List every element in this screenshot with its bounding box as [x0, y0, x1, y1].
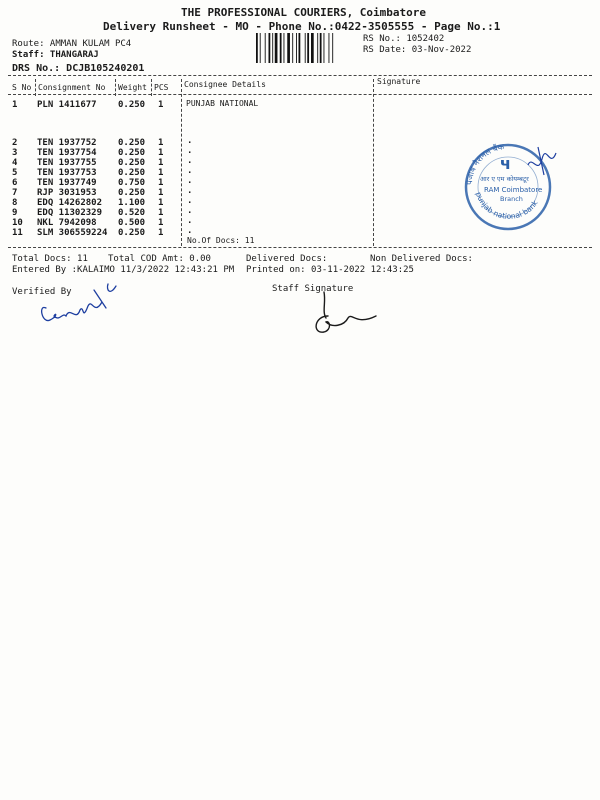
row-5-weight: 0.250	[118, 168, 146, 178]
row-3-consignee: .	[187, 146, 193, 156]
row-11-consignee: .	[187, 226, 193, 236]
barcode-bar	[287, 33, 290, 63]
row-11-consignment: SLM 306559224	[37, 228, 108, 238]
barcode-bar	[275, 33, 278, 63]
verified-by-signature	[32, 276, 122, 328]
barcode-bar	[307, 33, 309, 63]
row-9-consignment: EDQ 11302329	[37, 208, 103, 218]
row-11-weight: 0.250	[118, 228, 146, 238]
runsheet-subtitle: Delivery Runsheet - MO - Phone No.:0422-3505555 - Page No.:1	[103, 20, 501, 33]
row-5-sno: 5	[12, 168, 18, 178]
barcode-bar	[329, 33, 330, 63]
barcode-bar	[317, 33, 318, 63]
barcode-bar	[260, 33, 261, 63]
stamp-branch: RAM Coimbatore	[484, 186, 543, 194]
barcode-bar	[311, 33, 314, 63]
header-rule	[8, 94, 592, 95]
staff-label: Staff: THANGARAJ	[12, 50, 99, 60]
row-2-sno: 2	[12, 138, 18, 148]
col-header-consignment: Consignment No	[38, 83, 106, 92]
barcode-bar	[280, 33, 282, 63]
row-1-consignee: PUNJAB NATIONAL	[186, 99, 259, 108]
table-bottom-rule	[8, 247, 592, 248]
row-1-consignment: PLN 1411677	[37, 100, 97, 110]
row-11-pcs: 1	[158, 228, 164, 238]
row-1-sno: 1	[12, 100, 18, 110]
barcode-bar	[299, 33, 301, 63]
printed-on: Printed on: 03-11-2022 12:43:25	[246, 265, 414, 275]
barcode-bar	[272, 33, 273, 63]
row-9-consignee: .	[187, 206, 193, 216]
row-6-sno: 6	[12, 178, 18, 188]
row-9-sno: 9	[12, 208, 18, 218]
row-3-pcs: 1	[158, 148, 164, 158]
row-4-pcs: 1	[158, 158, 164, 168]
row-8-consignee: .	[187, 196, 193, 206]
not-delivered-docs: Non Delivered Docs:	[370, 254, 473, 264]
table-top-rule	[8, 75, 592, 76]
total-docs: Total Docs: 11	[12, 254, 88, 264]
barcode	[256, 33, 356, 63]
row-10-weight: 0.500	[118, 218, 146, 228]
row-5-pcs: 1	[158, 168, 164, 178]
col-header-weight: Weight	[118, 83, 147, 92]
barcode-bar	[296, 33, 297, 63]
verified-by-label: Verified By	[12, 287, 72, 297]
row-2-consignment: TEN 1937752	[37, 138, 97, 148]
row-1-pcs: 1	[158, 100, 164, 110]
row-10-consignment: NKL 7942098	[37, 218, 97, 228]
row-2-consignee: .	[187, 136, 193, 146]
stamp-logo: ч	[500, 154, 511, 173]
row-10-consignee: .	[187, 216, 193, 226]
row-4-sno: 4	[12, 158, 18, 168]
rs-date: RS Date: 03-Nov-2022	[363, 45, 472, 55]
row-1-weight: 0.250	[118, 100, 146, 110]
barcode-bar	[292, 33, 293, 63]
row-7-consignee: .	[187, 186, 193, 196]
delivered-docs: Delivered Docs:	[246, 254, 328, 264]
row-9-pcs: 1	[158, 208, 164, 218]
barcode-bar	[305, 33, 306, 63]
col-header-sno: S No	[12, 83, 32, 92]
drs-number: DRS No.: DCJB105240201	[12, 63, 145, 74]
row-7-sno: 7	[12, 188, 18, 198]
row-4-consignment: TEN 1937755	[37, 158, 97, 168]
col-header-consignee: Consignee Details	[184, 80, 266, 89]
barcode-bar	[256, 33, 258, 63]
col-header-signature: Signature	[377, 77, 421, 86]
row-2-weight: 0.250	[118, 138, 146, 148]
row-5-consignment: TEN 1937753	[37, 168, 97, 178]
row-8-sno: 8	[12, 198, 18, 208]
row-7-consignment: RJP 3031953	[37, 188, 97, 198]
col-header-pcs: PCS	[154, 83, 169, 92]
barcode-bar	[320, 33, 322, 63]
row-2-pcs: 1	[158, 138, 164, 148]
row-6-consignment: TEN 1937749	[37, 178, 97, 188]
row-11-sno: 11	[12, 228, 23, 238]
row-8-weight: 1.100	[118, 198, 146, 208]
row-3-consignment: TEN 1937754	[37, 148, 97, 158]
route-label: Route: AMMAN KULAM PC4	[12, 39, 132, 49]
row-6-consignee: .	[187, 176, 193, 186]
stamp-text-bottom: punjab national bank	[473, 190, 540, 221]
row-9-weight: 0.520	[118, 208, 146, 218]
staff-signature-label: Staff Signature	[272, 284, 354, 294]
row-3-weight: 0.250	[118, 148, 146, 158]
barcode-bar	[269, 33, 271, 63]
stamp-text-hindi: पंजाब नैशनल बैंक	[464, 142, 505, 186]
row-10-pcs: 1	[158, 218, 164, 228]
bank-stamp-seal	[458, 135, 568, 235]
row-6-weight: 0.750	[118, 178, 146, 188]
barcode-bar	[332, 33, 333, 63]
row-5-consignee: .	[187, 166, 193, 176]
staff-signature	[300, 286, 380, 342]
total-cod-amount: Total COD Amt: 0.00	[108, 254, 211, 264]
row-6-pcs: 1	[158, 178, 164, 188]
row-3-sno: 3	[12, 148, 18, 158]
row-7-weight: 0.250	[118, 188, 146, 198]
row-7-pcs: 1	[158, 188, 164, 198]
row-4-consignee: .	[187, 156, 193, 166]
row-4-weight: 0.250	[118, 158, 146, 168]
rs-number: RS No.: 1052402	[363, 34, 445, 44]
stamp-branch-sub: Branch	[500, 195, 523, 203]
barcode-bar	[284, 33, 285, 63]
row-8-pcs: 1	[158, 198, 164, 208]
no-of-docs: No.Of Docs: 11	[187, 236, 255, 245]
column-divider	[181, 79, 182, 246]
company-title: THE PROFESSIONAL COURIERS, Coimbatore	[181, 6, 427, 19]
column-divider	[373, 79, 374, 246]
row-8-consignment: EDQ 14262802	[37, 198, 103, 208]
stamp-branch-hindi: आर ए एम कोयम्बटूर	[480, 175, 529, 183]
barcode-bar	[324, 33, 325, 63]
entered-by: Entered By :KALAIMO 11/3/2022 12:43:21 PM	[12, 265, 235, 275]
row-10-sno: 10	[12, 218, 23, 228]
barcode-bar	[265, 33, 266, 63]
